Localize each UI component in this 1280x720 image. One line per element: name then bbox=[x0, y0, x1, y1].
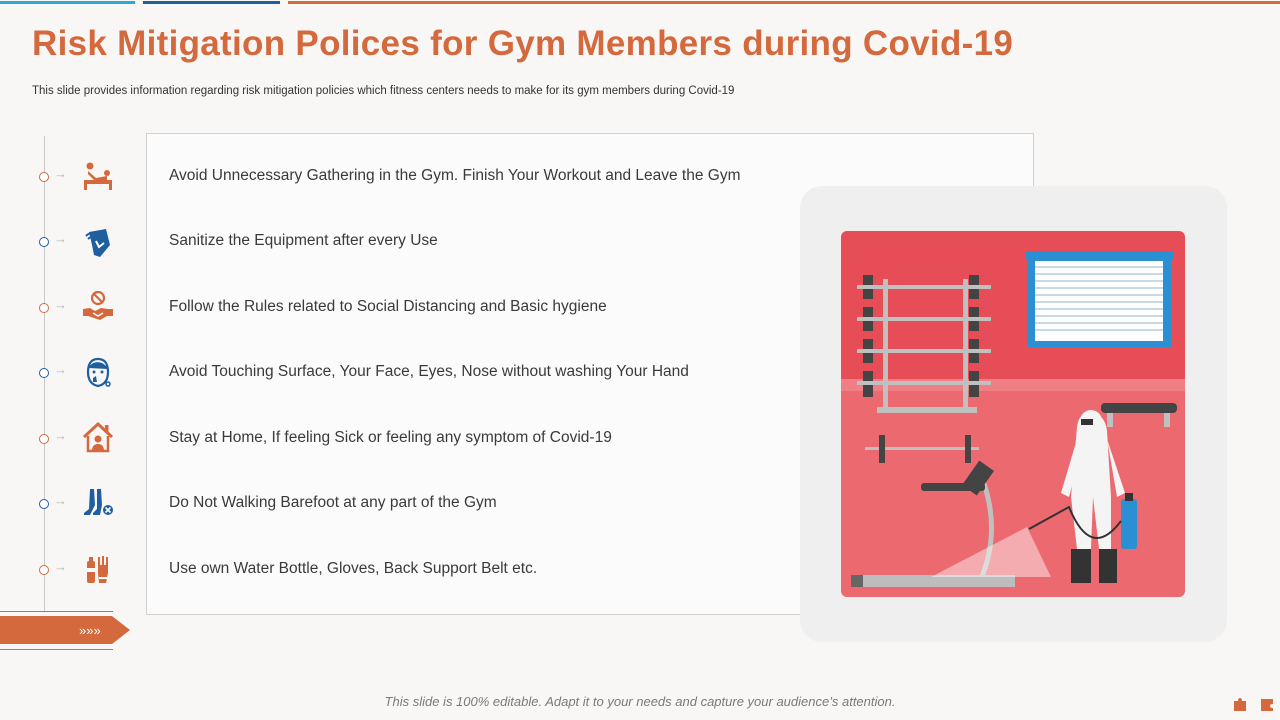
arrow-glyph: »»» bbox=[79, 623, 101, 638]
slide-subtitle: This slide provides information regarding risk mitigation policies which fitness centers needs to make for its gym members during Covid-19 bbox=[32, 85, 735, 97]
timeline-dot bbox=[39, 565, 49, 575]
top-accent-bar-orange bbox=[288, 1, 1280, 4]
timeline-dot bbox=[39, 303, 49, 313]
policy-text: Do Not Walking Barefoot at any part of the Gym bbox=[169, 494, 497, 511]
massage-icon bbox=[80, 158, 116, 194]
policy-row bbox=[0, 289, 800, 329]
arrow-right-icon: → bbox=[54, 428, 67, 443]
policy-text: Sanitize the Equipment after every Use bbox=[169, 232, 438, 249]
timeline-dot bbox=[39, 237, 49, 247]
puzzle-icon bbox=[1232, 697, 1248, 713]
bottle-gloves-icon bbox=[80, 551, 116, 587]
policy-row bbox=[0, 420, 800, 460]
arrow-right-icon: → bbox=[54, 362, 67, 377]
arrow-right-icon: → bbox=[54, 231, 67, 246]
policy-text: Avoid Unnecessary Gathering in the Gym. Finish Your Workout and Leave the Gym bbox=[169, 167, 741, 184]
no-handshake-icon bbox=[80, 289, 116, 325]
arrow-guide-line bbox=[0, 611, 113, 612]
barefoot-icon bbox=[80, 485, 116, 521]
arrow-right-icon: → bbox=[54, 166, 67, 181]
timeline-dot bbox=[39, 434, 49, 444]
timeline-dot bbox=[39, 368, 49, 378]
arrow-right-icon: → bbox=[54, 297, 67, 312]
policy-row bbox=[0, 158, 800, 198]
sanitize-hand-icon bbox=[80, 223, 116, 259]
policy-text: Stay at Home, If feeling Sick or feeling any symptom of Covid-19 bbox=[169, 429, 612, 446]
top-accent-bar-blue bbox=[143, 1, 280, 4]
footer-note: This slide is 100% editable. Adapt it to your needs and capture your audience’s attention. bbox=[384, 694, 896, 709]
decorative-arrow bbox=[0, 614, 132, 646]
puzzle-icon bbox=[1259, 697, 1275, 713]
timeline-dot bbox=[39, 172, 49, 182]
slide-title: Risk Mitigation Polices for Gym Members during Covid-19 bbox=[32, 24, 1014, 63]
stay-home-icon bbox=[80, 420, 116, 456]
face-touch-icon bbox=[80, 354, 116, 390]
arrow-right-icon: → bbox=[54, 493, 67, 508]
policy-text: Follow the Rules related to Social Distancing and Basic hygiene bbox=[169, 298, 607, 315]
policy-row bbox=[0, 223, 800, 263]
arrow-right-icon: → bbox=[54, 559, 67, 574]
policy-row bbox=[0, 485, 800, 525]
policy-text: Avoid Touching Surface, Your Face, Eyes, Nose without washing Your Hand bbox=[169, 363, 689, 380]
timeline-dot bbox=[39, 499, 49, 509]
arrow-guide-line bbox=[0, 649, 113, 650]
policy-row bbox=[0, 551, 800, 591]
policy-text: Use own Water Bottle, Gloves, Back Support Belt etc. bbox=[169, 560, 538, 577]
top-accent-bar-light-blue bbox=[0, 1, 135, 4]
policy-row bbox=[0, 354, 800, 394]
gym-disinfection-illustration bbox=[841, 231, 1185, 597]
